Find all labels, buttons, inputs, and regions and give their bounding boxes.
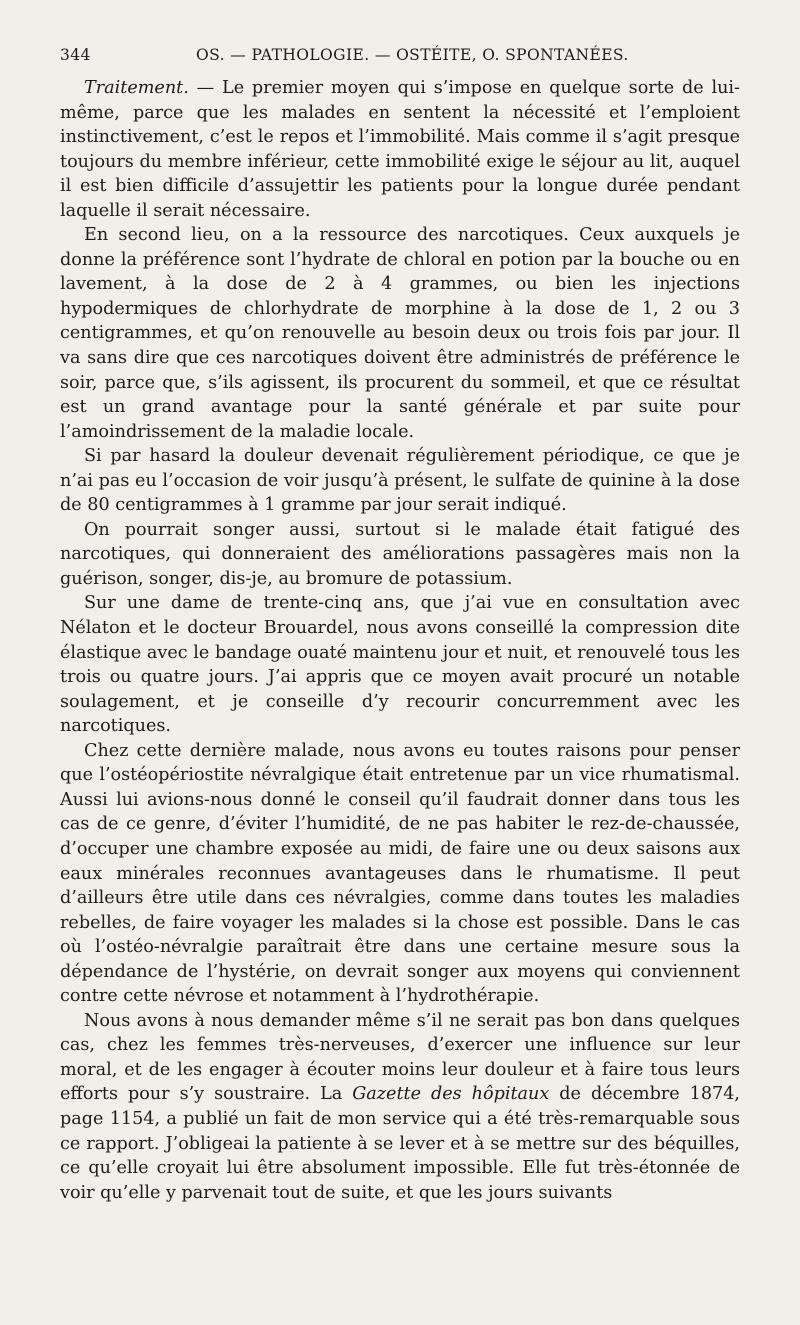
paragraph-quinine	[60, 444, 740, 518]
paragraph-text: On pourrait songer aussi, surtout si le malade était fatigué des narcotiques, qui donneraient des améliorations passagères mais non la guérison, songer, dis-je, au bromure de potassium.	[60, 519, 740, 589]
paragraph-narcotiques	[60, 223, 740, 444]
paragraph-traitement	[60, 76, 740, 223]
paragraph-bromure	[60, 518, 740, 592]
paragraph-text: En second lieu, on a la ressource des narcotiques. Ceux auxquels je donne la préférence sont l’hydrate de chloral en potion par la bouche ou en lavement, à la dose de 2 à 4 grammes, ou bien les injections hypodermiques de chlorhydrate de morphine à la dose de 1, 2 ou 3 centigrammes, et qu’on renouvelle au besoin deux ou trois fois par jour. Il va sans dire que ces narcotiques doivent être administrés de préférence le soir, parce que, s’ils agissent, ils procurent du sommeil, et que ce résultat est un grand avantage pour la santé générale et par suite pour l’amoindrissement de la maladie locale.	[60, 225, 740, 442]
journal-title-italic: Gazette des hôpitaux	[352, 1084, 550, 1105]
section-lead-italic: Traitement.	[84, 78, 189, 98]
running-head: OS. — PATHOLOGIE. — OSTÉITE, O. SPONTANÉES.	[196, 46, 629, 64]
page-header	[60, 46, 740, 76]
paragraph-text: Chez cette dernière malade, nous avons eu toutes raisons pour penser que l’ostéopériostite névralgique était entretenue par un vice rhumatismal. Aussi lui avions-nous donné le conseil qu’il faudrait donner dans tous les cas de ce genre, d’éviter l’humidité, de ne pas habiter le rez-de-chaussée, d’occuper une chambre exposée au midi, de faire une ou deux saisons aux eaux minérales reconnues avantageuses dans le rhumatisme. Il peut d’ailleurs être utile dans ces névralgies, comme dans toutes les maladies rebelles, de faire voyager les malades si la chose est possible. Dans le cas où l’ostéo-névralgie paraîtrait être dans une certaine mesure sous la dépendance de l’hystérie, on devrait songer aux moyens qui conviennent contre cette névrose et notamment à l’hydrothérapie.	[60, 740, 740, 1007]
paragraph-text: Si par hasard la douleur devenait régulièrement périodique, ce que je n’ai pas eu l’occasion de voir jusqu’à présent, le sulfate de quinine à la dose de 80 centigrammes à 1 gramme par jour serait indiqué.	[60, 446, 740, 516]
paragraph-text: Sur une dame de trente-cinq ans, que j’ai vue en consultation avec Nélaton et le docteur Brouardel, nous avons conseillé la compression dite élastique avec le bandage ouaté maintenu jour et nuit, et renouvelé tous les trois ou quatre jours. J’ai appris que ce moyen avait procuré un notable soulagement, et je conseille d’y recourir concurremment avec les narcotiques.	[60, 593, 740, 737]
paragraph-text: de décembre 1874, page 1154, a publié un fait de mon service qui a été très-remarquable sous ce rapport. J’obligeai la patiente à se lever et à se mettre sur des béquilles, ce qu’elle croyait lui être absolument impossible. Elle fut très-étonnée de voir qu’elle y parvenait tout de suite, et que les jours suivants	[60, 1084, 740, 1203]
paragraph-influence-moral	[60, 1009, 740, 1205]
paragraph-text: Nous avons à nous demander même s’il ne serait pas bon dans quelques cas, chez les femmes très-nerveuses, d’exercer une influence sur leur moral, et de les engager à écouter moins leur douleur et à faire tous leurs efforts pour s’y soustraire. La	[60, 1010, 740, 1105]
paragraph-rhumatisme	[60, 739, 740, 1009]
paragraph-text: — Le premier moyen qui s’impose en quelque sorte de lui-même, parce que les malades en sentent la nécessité et l’emploient instinctivement, c’est le repos et l’immobilité. Mais comme il s’agit presque toujours du membre inférieur, cette immobilité exige le séjour au lit, auquel il est bien difficile d’assujettir les patients pour la longue durée pendant laquelle il serait nécessaire.	[60, 78, 740, 221]
paragraph-compression	[60, 591, 740, 738]
page-number: 344	[60, 46, 91, 64]
body-text	[60, 76, 740, 1205]
